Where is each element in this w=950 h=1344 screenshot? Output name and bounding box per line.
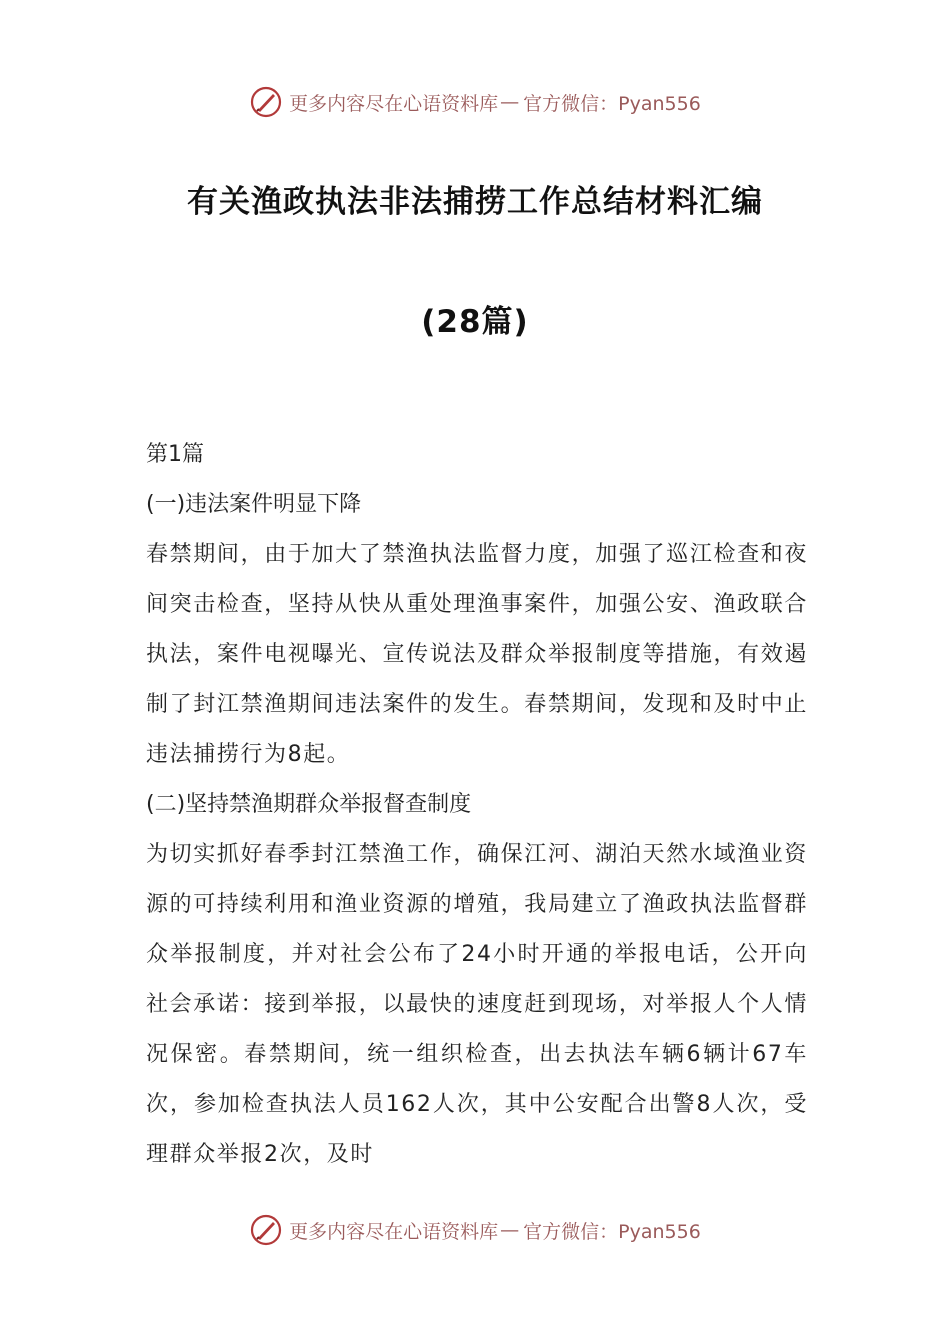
header-watermark-banner — [0, 84, 950, 120]
quill-seal-icon — [249, 1213, 283, 1247]
quill-seal-icon — [249, 85, 283, 119]
document-title: 有关渔政执法非法捕捞工作总结材料汇编 — [187, 184, 763, 220]
section-heading-1: (一)违法案件明显下降 — [146, 492, 362, 517]
chapter-label: 第1篇 — [146, 442, 204, 467]
paragraph-1: 春禁期间，由于加大了禁渔执法监督力度，加强了巡江检查和夜间突击检查，坚持从快从重处理渔事案件，加强公安、渔政联合执法，案件电视曝光、宣传说法及群众举报制度等措施，有效遏制了封江禁渔期间违法案件的发生。春禁期间，发现和及时中止违法捕捞行为8起。 — [146, 542, 808, 767]
banner-wechat: 官方微信：Pyan556 — [523, 92, 701, 115]
banner-text: 更多内容尽在心语资料库 — [289, 1220, 499, 1243]
banner-wechat: 官方微信：Pyan556 — [523, 1220, 701, 1243]
banner-separator: — — [500, 91, 520, 113]
section-heading-2: (二)坚持禁渔期群众举报督查制度 — [146, 792, 472, 817]
document-body — [146, 430, 808, 1180]
paragraph-2: 为切实抓好春季封江禁渔工作，确保江河、湖泊天然水域渔业资源的可持续利用和渔业资源的增殖，我局建立了渔政执法监督群众举报制度，并对社会公布了24小时开通的举报电话，公开向社会承诺：接到举报，以最快的速度赶到现场，对举报人个人情况保密。春禁期间，统一组织检查，出去执法车辆6辆计67车次，参加检查执法人员162人次，其中公安配合出警8人次，受理群众举报2次，及时 — [146, 842, 808, 1167]
document-subtitle: (28篇) — [421, 304, 529, 340]
banner-separator: — — [500, 1219, 520, 1241]
footer-watermark-banner — [0, 1212, 950, 1248]
banner-text: 更多内容尽在心语资料库 — [289, 92, 499, 115]
